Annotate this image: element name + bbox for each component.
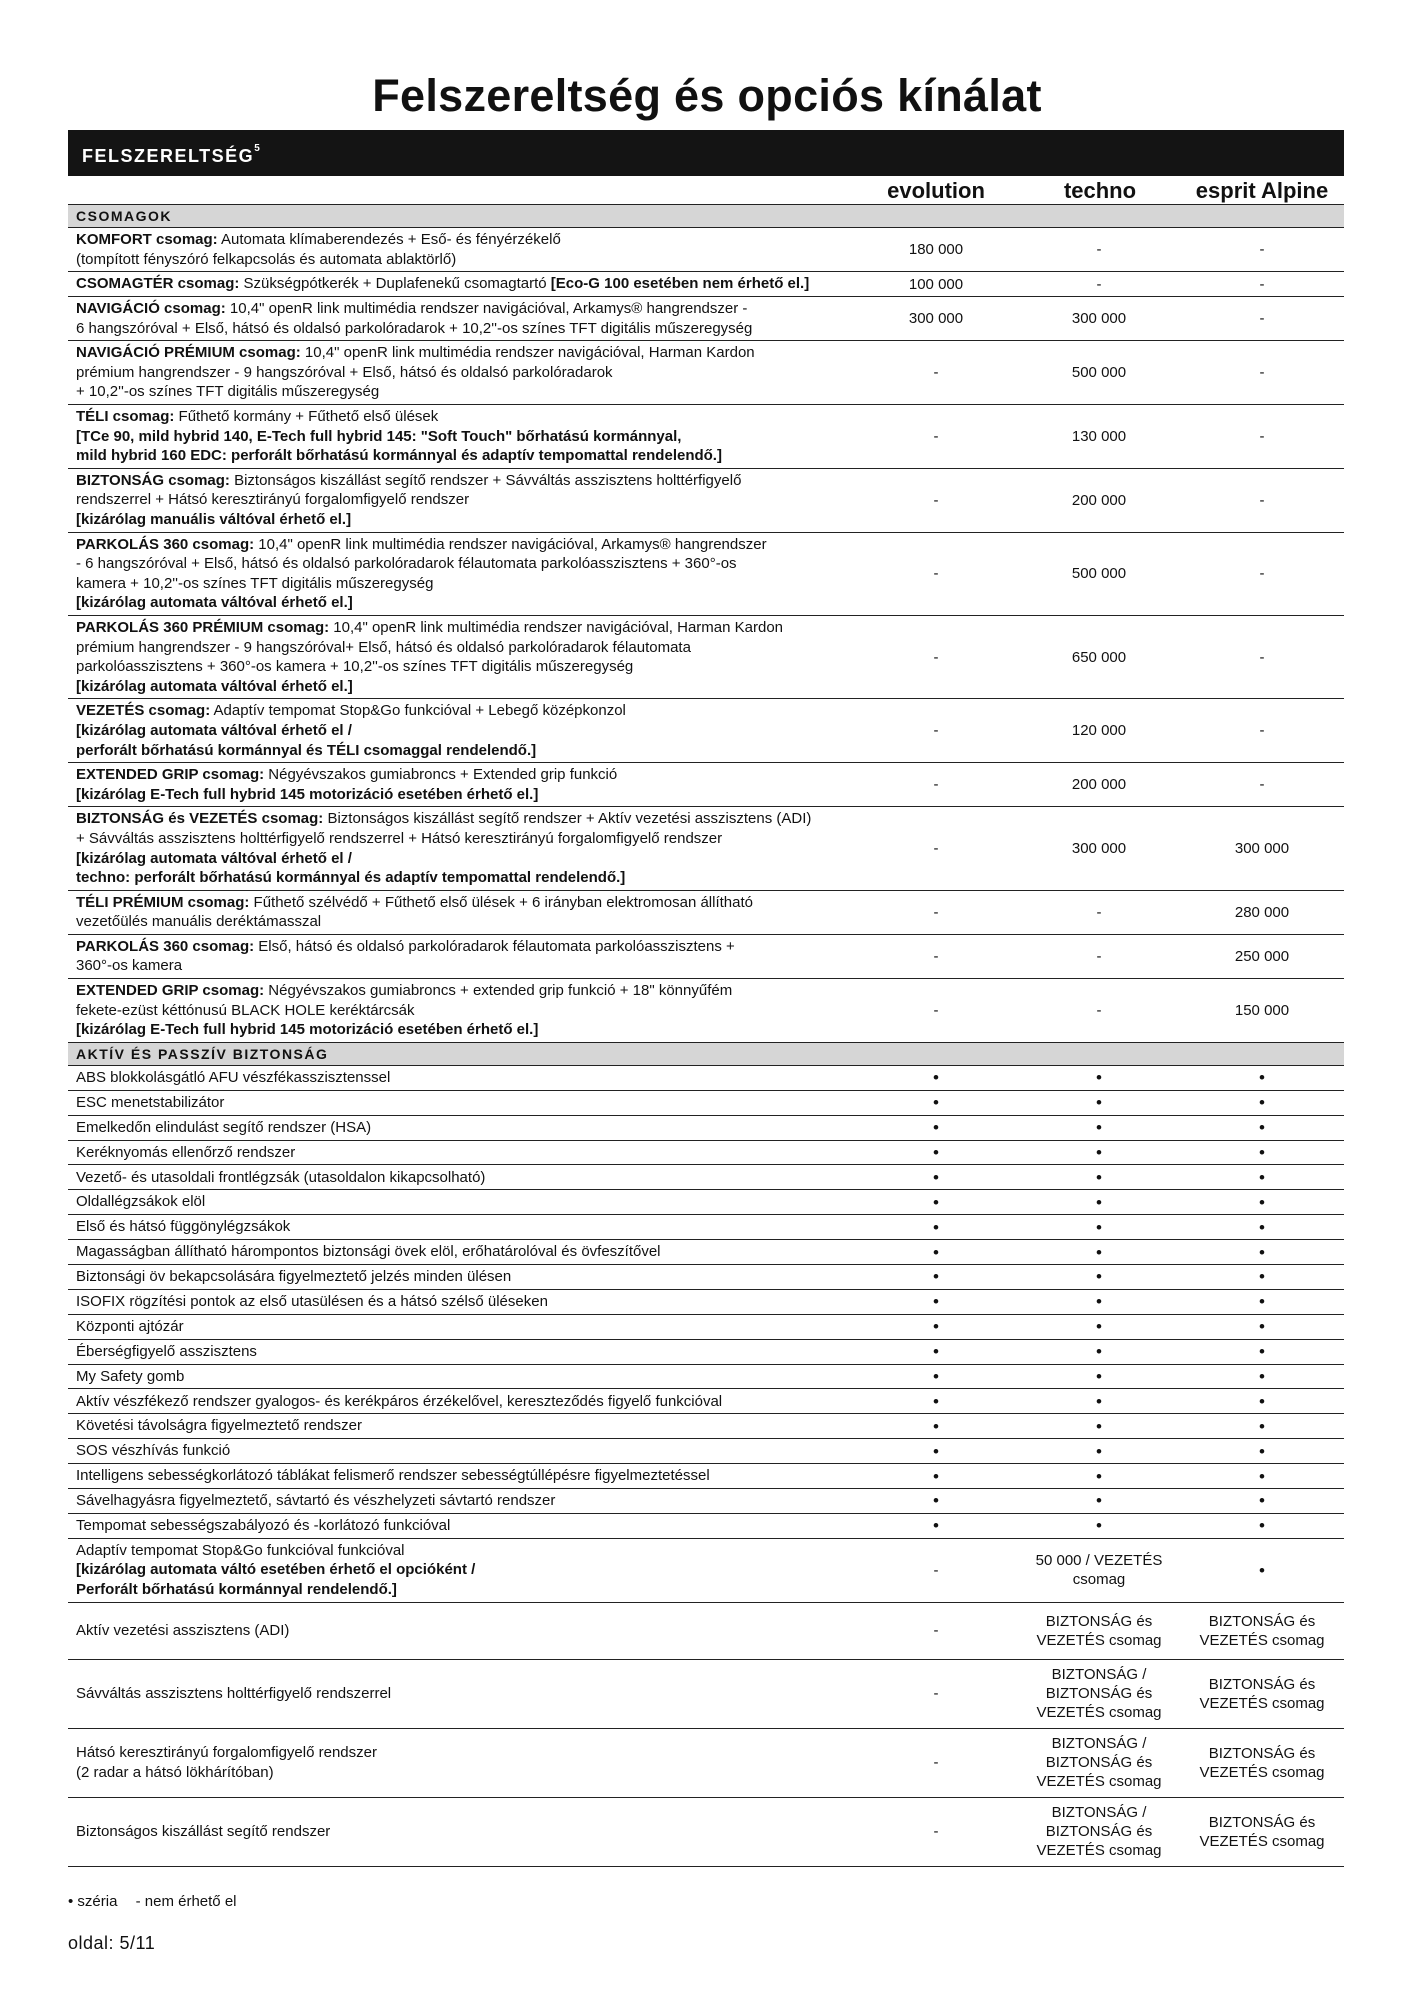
cell-techno: • bbox=[1018, 1414, 1180, 1439]
cell-evolution: - bbox=[854, 890, 1018, 934]
cell-techno: BIZTONSÁG / BIZTONSÁG és VEZETÉS csomag bbox=[1018, 1659, 1180, 1728]
table-row bbox=[68, 1240, 1344, 1265]
row-description: ESC menetstabilizátor bbox=[68, 1090, 854, 1115]
cell-evolution: - bbox=[854, 341, 1018, 405]
row-description: CSOMAGTÉR csomag: Szükségpótkerék + Duplafenekű csomagtartó [Eco-G 100 esetében nem érhető el.] bbox=[68, 272, 854, 297]
cell-techno: • bbox=[1018, 1489, 1180, 1514]
cell-evolution: - bbox=[854, 1728, 1018, 1797]
table-row bbox=[68, 1464, 1344, 1489]
row-description: NAVIGÁCIÓ csomag: 10,4" openR link multimédia rendszer navigációval, Arkamys® hangrendszer - 6 hangszóróval + Első, hátsó és oldalsó parkolóradarok + 10,2''-os színes TFT digitális műszeregység bbox=[68, 297, 854, 341]
table-row bbox=[68, 532, 1344, 615]
cell-evolution: • bbox=[854, 1513, 1018, 1538]
cell-esprit-alpine: 300 000 bbox=[1180, 807, 1344, 890]
section-header bbox=[68, 205, 1344, 228]
cell-techno: • bbox=[1018, 1289, 1180, 1314]
row-description: BIZTONSÁG és VEZETÉS csomag: Biztonságos kiszállást segítő rendszer + Aktív vezetési asszisztens (ADI) + Sávváltás asszisztens holttérfigyelő rendszerrel + Hátsó keresztirányú forgalomfigyelő rendszer [kizárólag automata váltóval érhető el / techno: perforált bőrhatású kormánnyal és adaptív tempomattal rendelendő.] bbox=[68, 807, 854, 890]
table-row bbox=[68, 1090, 1344, 1115]
page-number: oldal: 5/11 bbox=[68, 1933, 156, 1953]
cell-evolution: • bbox=[854, 1065, 1018, 1090]
table-row bbox=[68, 615, 1344, 698]
cell-esprit-alpine: - bbox=[1180, 297, 1344, 341]
table-row bbox=[68, 1115, 1344, 1140]
cell-evolution: • bbox=[854, 1389, 1018, 1414]
table-row bbox=[68, 1065, 1344, 1090]
cell-esprit-alpine: 280 000 bbox=[1180, 890, 1344, 934]
cell-techno: • bbox=[1018, 1140, 1180, 1165]
table-row bbox=[68, 1190, 1344, 1215]
table-row bbox=[68, 1414, 1344, 1439]
row-description: PARKOLÁS 360 csomag: Első, hátsó és oldalsó parkolóradarok félautomata parkolóasszisztens + 360°-os kamera bbox=[68, 934, 854, 978]
cell-techno: 130 000 bbox=[1018, 405, 1180, 469]
table-row bbox=[68, 297, 1344, 341]
legend bbox=[68, 1893, 251, 1910]
row-description: BIZTONSÁG csomag: Biztonságos kiszállást segítő rendszer + Sávváltás asszisztens holttérfigyelő rendszerrel + Hátsó keresztirányú forgalomfigyelő rendszer [kizárólag manuális váltóval érhető el.] bbox=[68, 468, 854, 532]
cell-evolution: • bbox=[854, 1090, 1018, 1115]
cell-techno: • bbox=[1018, 1339, 1180, 1364]
package-name: BIZTONSÁG csomag: bbox=[76, 471, 230, 489]
row-description: Tempomat sebességszabályozó és -korlátozó funkcióval bbox=[68, 1513, 854, 1538]
cell-techno: • bbox=[1018, 1513, 1180, 1538]
cell-evolution: - bbox=[854, 1797, 1018, 1866]
column-header-esprit-alpine: esprit Alpine bbox=[1195, 178, 1329, 203]
cell-esprit-alpine: • bbox=[1180, 1165, 1344, 1190]
cell-techno: BIZTONSÁG / BIZTONSÁG és VEZETÉS csomag bbox=[1018, 1728, 1180, 1797]
package-name: KOMFORT csomag: bbox=[76, 231, 218, 248]
cell-evolution: - bbox=[854, 1538, 1018, 1602]
package-name: BIZTONSÁG és VEZETÉS csomag: bbox=[76, 810, 324, 828]
row-description: VEZETÉS csomag: Adaptív tempomat Stop&Go funkcióval + Lebegő középkonzol [kizárólag automata váltóval érhető el / perforált bőrhatású kormánnyal és TÉLI csomaggal rendelendő.] bbox=[68, 699, 854, 763]
package-name: TÉLI csomag: bbox=[76, 408, 175, 426]
table-row bbox=[68, 468, 1344, 532]
table-row bbox=[68, 272, 1344, 297]
row-description: ISOFIX rögzítési pontok az első utasülésen és a hátsó szélső üléseken bbox=[68, 1289, 854, 1314]
row-description: Éberségfigyelő asszisztens bbox=[68, 1339, 854, 1364]
cell-techno: 500 000 bbox=[1018, 341, 1180, 405]
cell-esprit-alpine: • bbox=[1180, 1240, 1344, 1265]
cell-esprit-alpine: 250 000 bbox=[1180, 934, 1344, 978]
cell-evolution: • bbox=[854, 1215, 1018, 1240]
cell-techno: BIZTONSÁG és VEZETÉS csomag bbox=[1018, 1602, 1180, 1659]
cell-esprit-alpine: • bbox=[1180, 1439, 1344, 1464]
cell-esprit-alpine: BIZTONSÁG és VEZETÉS csomag bbox=[1180, 1659, 1344, 1728]
cell-evolution: - bbox=[854, 1659, 1018, 1728]
cell-evolution: - bbox=[854, 532, 1018, 615]
row-description: SOS vészhívás funkció bbox=[68, 1439, 854, 1464]
cell-esprit-alpine: • bbox=[1180, 1314, 1344, 1339]
cell-evolution: 100 000 bbox=[854, 272, 1018, 297]
cell-evolution: • bbox=[854, 1240, 1018, 1265]
row-description: PARKOLÁS 360 csomag: 10,4" openR link multimédia rendszer navigációval, Arkamys® hangrendszer - 6 hangszóróval + Első, hátsó és oldalsó parkolóradarok félautomata parkolóasszisztens + 360°-os kamera + 10,2''-os színes TFT digitális műszeregység [kizárólag automata váltóval érhető el.] bbox=[68, 532, 854, 615]
table-row bbox=[68, 807, 1344, 890]
row-description: NAVIGÁCIÓ PRÉMIUM csomag: 10,4" openR link multimédia rendszer navigációval, Harman Kardon prémium hangrendszer - 9 hangszóróval + Első, hátsó és oldalsó parkolóradarok + 10,2''-os színes TFT digitális műszeregység bbox=[68, 341, 854, 405]
cell-esprit-alpine: - bbox=[1180, 272, 1344, 297]
section-band-label: FELSZERELTSÉG bbox=[82, 146, 255, 166]
cell-esprit-alpine: - bbox=[1180, 228, 1344, 272]
cell-techno: - bbox=[1018, 228, 1180, 272]
row-description: EXTENDED GRIP csomag: Négyévszakos gumiabroncs + extended grip funkció + 18" könnyűfém fekete-ezüst kéttónusú BLACK HOLE keréktárcsák [kizárólag E-Tech full hybrid 145 motorizáció esetében érhető el.] bbox=[68, 979, 854, 1043]
cell-techno: • bbox=[1018, 1215, 1180, 1240]
cell-evolution: • bbox=[854, 1439, 1018, 1464]
table-row bbox=[68, 405, 1344, 469]
cell-esprit-alpine: • bbox=[1180, 1339, 1344, 1364]
package-name: PARKOLÁS 360 csomag: bbox=[76, 535, 255, 553]
cell-esprit-alpine: - bbox=[1180, 468, 1344, 532]
row-description: Központi ajtózár bbox=[68, 1314, 854, 1339]
cell-esprit-alpine: - bbox=[1180, 763, 1344, 807]
cell-evolution: - bbox=[854, 979, 1018, 1043]
row-description: Magasságban állítható hárompontos biztonsági övek elöl, erőhatárolóval és övfeszítővel bbox=[68, 1240, 854, 1265]
table-row bbox=[68, 1314, 1344, 1339]
cell-esprit-alpine: • bbox=[1180, 1215, 1344, 1240]
footnote-marker: 5 bbox=[254, 143, 260, 154]
cell-techno: 200 000 bbox=[1018, 763, 1180, 807]
cell-evolution: • bbox=[854, 1364, 1018, 1389]
cell-evolution: • bbox=[854, 1140, 1018, 1165]
table-row bbox=[68, 1140, 1344, 1165]
section-title: CSOMAGOK bbox=[68, 205, 1344, 228]
cell-techno: - bbox=[1018, 979, 1180, 1043]
cell-evolution: • bbox=[854, 1190, 1018, 1215]
cell-esprit-alpine: • bbox=[1180, 1289, 1344, 1314]
cell-esprit-alpine: • bbox=[1180, 1464, 1344, 1489]
cell-evolution: • bbox=[854, 1414, 1018, 1439]
cell-techno: - bbox=[1018, 934, 1180, 978]
row-description: Adaptív tempomat Stop&Go funkcióval funkcióval [kizárólag automata váltó esetében érhető el opcióként / Perforált bőrhatású kormánnyal rendelendő.] bbox=[68, 1538, 854, 1602]
table-row bbox=[68, 1215, 1344, 1240]
cell-esprit-alpine: • bbox=[1180, 1065, 1344, 1090]
table-row bbox=[68, 1289, 1344, 1314]
row-description: Biztonságos kiszállást segítő rendszer bbox=[68, 1797, 854, 1866]
table-row bbox=[68, 934, 1344, 978]
cell-evolution: - bbox=[854, 405, 1018, 469]
cell-techno: • bbox=[1018, 1439, 1180, 1464]
row-description: Követési távolságra figyelmeztető rendszer bbox=[68, 1414, 854, 1439]
table-row bbox=[68, 763, 1344, 807]
row-description: Vezető- és utasoldali frontlégzsák (utasoldalon kikapcsolható) bbox=[68, 1165, 854, 1190]
cell-techno: • bbox=[1018, 1115, 1180, 1140]
section-band bbox=[68, 130, 1344, 176]
cell-esprit-alpine: • bbox=[1180, 1389, 1344, 1414]
section-title: AKTÍV ÉS PASSZÍV BIZTONSÁG bbox=[68, 1042, 1344, 1065]
row-description: Intelligens sebességkorlátozó táblákat felismerő rendszer sebességtúllépésre figyelmeztetéssel bbox=[68, 1464, 854, 1489]
cell-techno: • bbox=[1018, 1464, 1180, 1489]
cell-techno: 300 000 bbox=[1018, 297, 1180, 341]
cell-esprit-alpine: • bbox=[1180, 1190, 1344, 1215]
cell-evolution: • bbox=[854, 1264, 1018, 1289]
cell-techno: • bbox=[1018, 1389, 1180, 1414]
table-row bbox=[68, 341, 1344, 405]
package-name: TÉLI PRÉMIUM csomag: bbox=[76, 893, 250, 911]
row-description: Emelkedőn elindulást segítő rendszer (HSA) bbox=[68, 1115, 854, 1140]
table-row bbox=[68, 1728, 1344, 1797]
section-header bbox=[68, 1042, 1344, 1065]
table-row bbox=[68, 1513, 1344, 1538]
cell-evolution: 180 000 bbox=[854, 228, 1018, 272]
cell-esprit-alpine: • bbox=[1180, 1513, 1344, 1538]
table-row bbox=[68, 1538, 1344, 1602]
row-description: KOMFORT csomag: Automata klímaberendezés + Eső- és fényérzékelő (tompított fényszóró felkapcsolás és automata ablaktörlő) bbox=[68, 228, 854, 272]
cell-techno: BIZTONSÁG / BIZTONSÁG és VEZETÉS csomag bbox=[1018, 1797, 1180, 1866]
cell-esprit-alpine: • bbox=[1180, 1489, 1344, 1514]
cell-esprit-alpine: • bbox=[1180, 1090, 1344, 1115]
row-description: Biztonsági öv bekapcsolására figyelmeztető jelzés minden ülésen bbox=[68, 1264, 854, 1289]
row-description: Oldallégzsákok elöl bbox=[68, 1190, 854, 1215]
table-row bbox=[68, 979, 1344, 1043]
cell-techno: • bbox=[1018, 1190, 1180, 1215]
legend-standard: • széria bbox=[68, 1893, 118, 1910]
package-name: PARKOLÁS 360 csomag: bbox=[76, 937, 255, 955]
cell-evolution: - bbox=[854, 699, 1018, 763]
cell-esprit-alpine: BIZTONSÁG és VEZETÉS csomag bbox=[1180, 1728, 1344, 1797]
cell-esprit-alpine: BIZTONSÁG és VEZETÉS csomag bbox=[1180, 1602, 1344, 1659]
cell-evolution: - bbox=[854, 615, 1018, 698]
cell-esprit-alpine: • bbox=[1180, 1115, 1344, 1140]
table-row bbox=[68, 890, 1344, 934]
cell-techno: 200 000 bbox=[1018, 468, 1180, 532]
row-description: Hátsó keresztirányú forgalomfigyelő rendszer (2 radar a hátsó lökhárítóban) bbox=[68, 1728, 854, 1797]
row-description: PARKOLÁS 360 PRÉMIUM csomag: 10,4" openR link multimédia rendszer navigációval, Harman Kardon prémium hangrendszer - 9 hangszóróval+ Első, hátsó és oldalsó parkolóradarok félautomata parkolóasszisztens + 360°-os kamera + 10,2''-os színes TFT digitális műszeregység [kizárólag automata váltóval érhető el.] bbox=[68, 615, 854, 698]
cell-techno: 50 000 / VEZETÉS csomag bbox=[1018, 1538, 1180, 1602]
cell-esprit-alpine: - bbox=[1180, 699, 1344, 763]
table-row bbox=[68, 699, 1344, 763]
cell-techno: • bbox=[1018, 1240, 1180, 1265]
cell-techno: • bbox=[1018, 1314, 1180, 1339]
table-row bbox=[68, 1439, 1344, 1464]
cell-techno: 650 000 bbox=[1018, 615, 1180, 698]
cell-techno: - bbox=[1018, 272, 1180, 297]
cell-techno: 120 000 bbox=[1018, 699, 1180, 763]
package-name: VEZETÉS csomag: bbox=[76, 702, 211, 720]
cell-esprit-alpine: • bbox=[1180, 1140, 1344, 1165]
row-description: Első és hátsó függönylégzsákok bbox=[68, 1215, 854, 1240]
table-row bbox=[68, 1339, 1344, 1364]
cell-esprit-alpine: 150 000 bbox=[1180, 979, 1344, 1043]
row-description: Aktív vészfékező rendszer gyalogos- és kerékpáros érzékelővel, kereszteződés figyelő funkcióval bbox=[68, 1389, 854, 1414]
cell-evolution: - bbox=[854, 934, 1018, 978]
cell-techno: • bbox=[1018, 1065, 1180, 1090]
column-headers bbox=[68, 176, 1344, 204]
cell-evolution: • bbox=[854, 1165, 1018, 1190]
cell-techno: 300 000 bbox=[1018, 807, 1180, 890]
row-description: My Safety gomb bbox=[68, 1364, 854, 1389]
cell-esprit-alpine: - bbox=[1180, 405, 1344, 469]
cell-esprit-alpine: - bbox=[1180, 341, 1344, 405]
row-description: EXTENDED GRIP csomag: Négyévszakos gumiabroncs + Extended grip funkció [kizárólag E-Tech full hybrid 145 motorizáció esetében érhető el.] bbox=[68, 763, 854, 807]
row-description: Aktív vezetési asszisztens (ADI) bbox=[68, 1602, 854, 1659]
row-description: TÉLI csomag: Fűthető kormány + Fűthető első ülések [TCe 90, mild hybrid 140, E-Tech full hybrid 145: "Soft Touch" bőrhatású kormánnyal, mild hybrid 160 EDC: perforált bőrhatású kormánnyal és adaptív tempomattal rendelendő.] bbox=[68, 405, 854, 469]
table-row bbox=[68, 1659, 1344, 1728]
cell-esprit-alpine: - bbox=[1180, 615, 1344, 698]
cell-evolution: - bbox=[854, 763, 1018, 807]
cell-evolution: - bbox=[854, 807, 1018, 890]
package-name: PARKOLÁS 360 PRÉMIUM csomag: bbox=[76, 618, 330, 636]
cell-esprit-alpine: • bbox=[1180, 1538, 1344, 1602]
table-row bbox=[68, 1602, 1344, 1659]
package-name: NAVIGÁCIÓ PRÉMIUM csomag: bbox=[76, 344, 301, 362]
table-row bbox=[68, 1165, 1344, 1190]
cell-techno: • bbox=[1018, 1090, 1180, 1115]
cell-evolution: - bbox=[854, 1602, 1018, 1659]
row-description: Keréknyomás ellenőrző rendszer bbox=[68, 1140, 854, 1165]
cell-esprit-alpine: BIZTONSÁG és VEZETÉS csomag bbox=[1180, 1797, 1344, 1866]
cell-evolution: • bbox=[854, 1464, 1018, 1489]
column-header-evolution: evolution bbox=[887, 178, 985, 203]
cell-evolution: • bbox=[854, 1314, 1018, 1339]
table-row bbox=[68, 1389, 1344, 1414]
cell-evolution: • bbox=[854, 1489, 1018, 1514]
cell-esprit-alpine: - bbox=[1180, 532, 1344, 615]
row-description: ABS blokkolásgátló AFU vészfékasszisztenssel bbox=[68, 1065, 854, 1090]
package-name: EXTENDED GRIP csomag: bbox=[76, 766, 265, 784]
cell-evolution: • bbox=[854, 1289, 1018, 1314]
table-row bbox=[68, 1364, 1344, 1389]
legend-not-available: - nem érhető el bbox=[135, 1893, 237, 1910]
row-description: TÉLI PRÉMIUM csomag: Fűthető szélvédő + Fűthető első ülések + 6 irányban elektromosan állítható vezetőülés manuális deréktámasszal bbox=[68, 890, 854, 934]
cell-techno: • bbox=[1018, 1264, 1180, 1289]
cell-esprit-alpine: • bbox=[1180, 1414, 1344, 1439]
cell-techno: • bbox=[1018, 1364, 1180, 1389]
cell-techno: - bbox=[1018, 890, 1180, 934]
table-row bbox=[68, 228, 1344, 272]
row-description: Sávelhagyásra figyelmeztető, sávtartó és vészhelyzeti sávtartó rendszer bbox=[68, 1489, 854, 1514]
cell-esprit-alpine: • bbox=[1180, 1264, 1344, 1289]
cell-techno: 500 000 bbox=[1018, 532, 1180, 615]
package-name: NAVIGÁCIÓ csomag: bbox=[76, 300, 226, 318]
table-row bbox=[68, 1797, 1344, 1866]
column-header-techno: techno bbox=[1063, 178, 1137, 203]
page-title: Felszereltség és opciós kínálat bbox=[372, 70, 1042, 121]
cell-evolution: • bbox=[854, 1339, 1018, 1364]
package-name: CSOMAGTÉR csomag: bbox=[76, 275, 240, 293]
table-row bbox=[68, 1489, 1344, 1514]
cell-evolution: • bbox=[854, 1115, 1018, 1140]
cell-evolution: - bbox=[854, 468, 1018, 532]
row-description: Sávváltás asszisztens holttérfigyelő rendszerrel bbox=[68, 1659, 854, 1728]
table-row bbox=[68, 1264, 1344, 1289]
cell-evolution: 300 000 bbox=[854, 297, 1018, 341]
cell-techno: • bbox=[1018, 1165, 1180, 1190]
cell-esprit-alpine: • bbox=[1180, 1364, 1344, 1389]
package-name: EXTENDED GRIP csomag: bbox=[76, 982, 265, 1000]
equipment-table bbox=[68, 204, 1344, 1867]
